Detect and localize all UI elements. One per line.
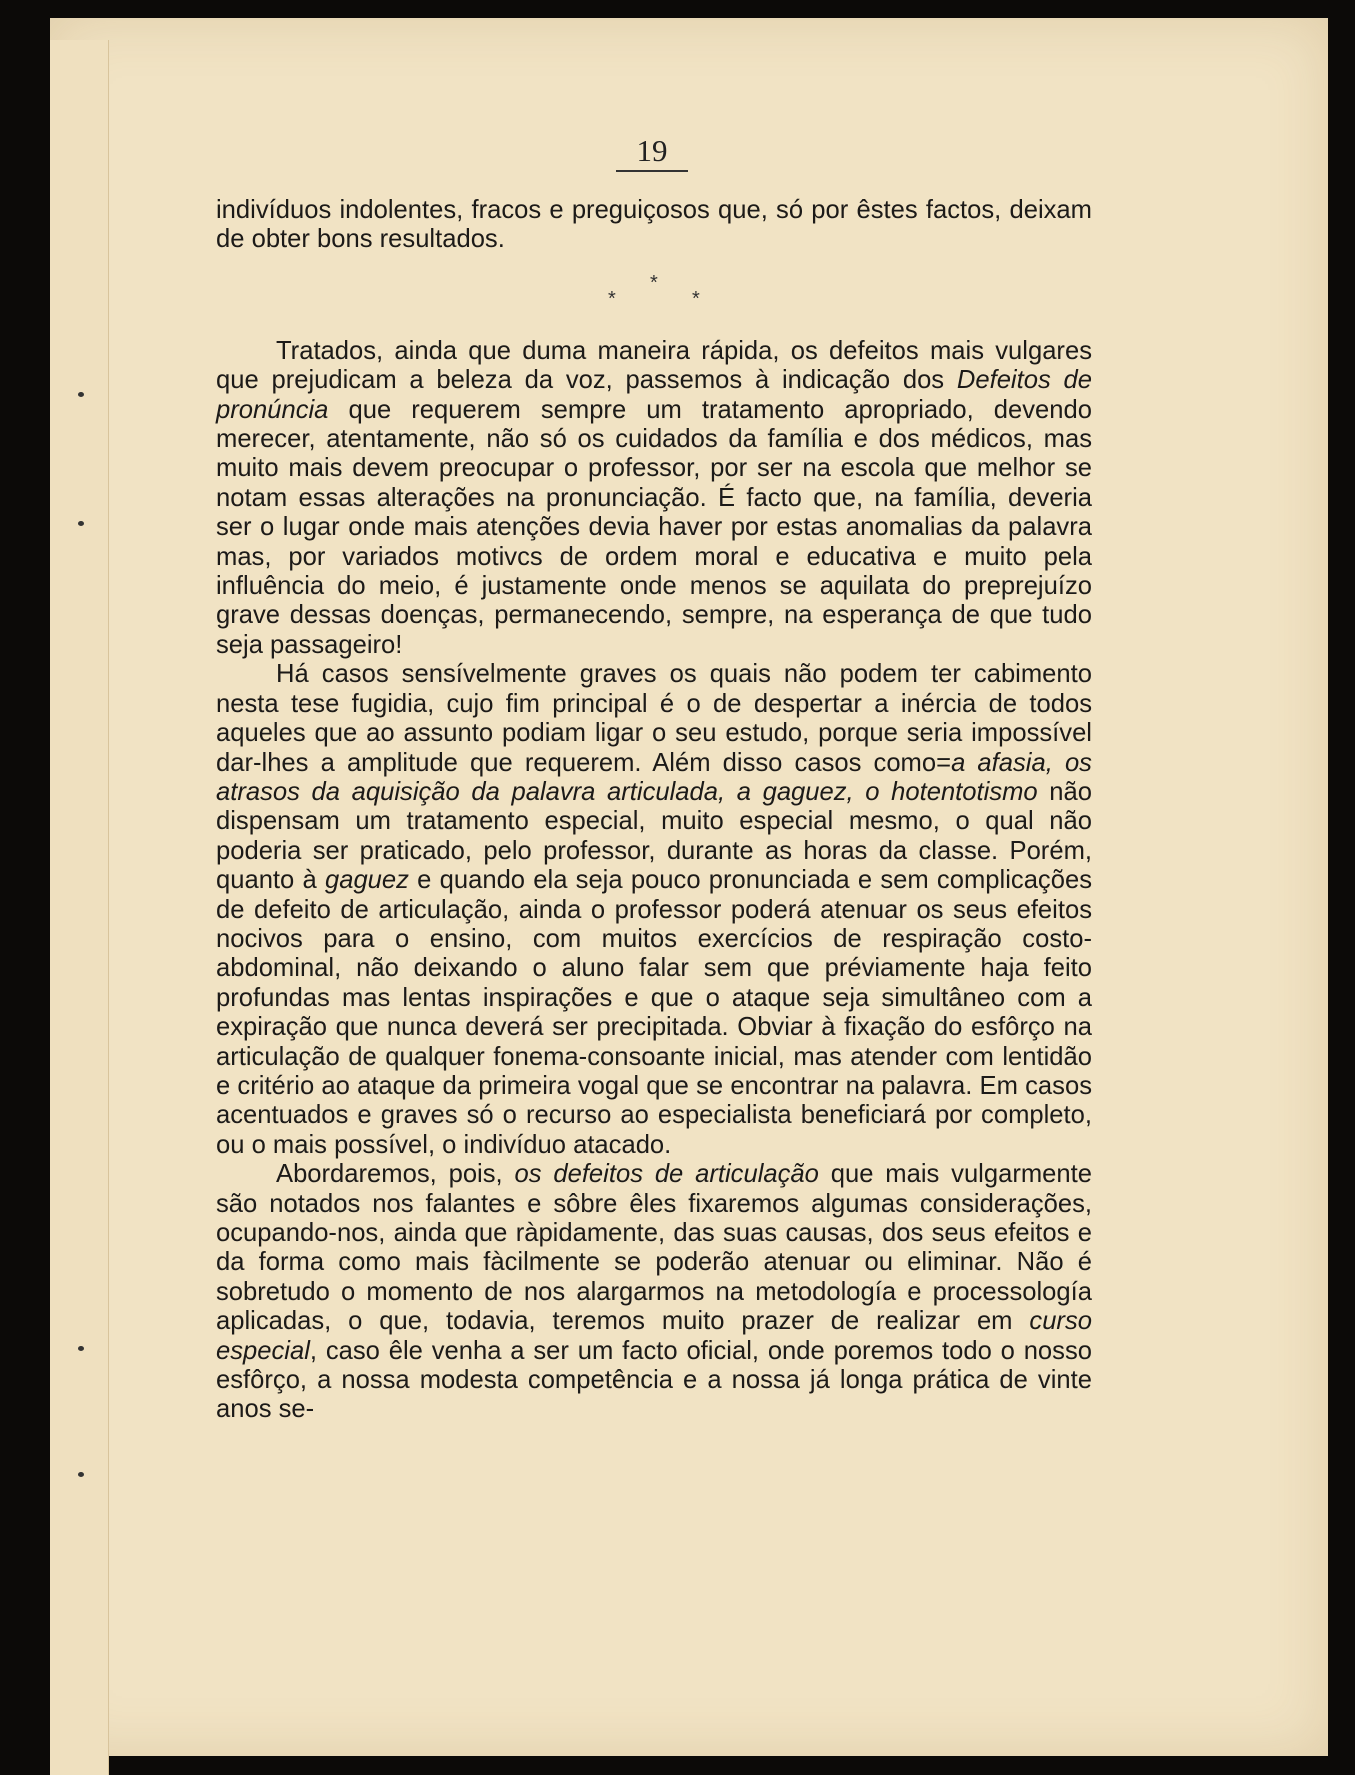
text-run: que requerem sempre um tratamento apropriado, devendo merecer, atentamente, não só os cuidados da família e dos médicos, mas muito mais devem preocupar o professor, por ser na escola que melhor se notam essas alterações na pronunciação. É facto que, na família, deveria ser o lugar onde mais atenções devia haver por estas anomalias da palavra mas, por variados motivcs de ordem moral e educativa e muito pela influência do meio, é justamente onde menos se aquilata do preprejuízo grave dessas doenças, permanecendo, sempre, na esperança de que tudo seja passageiro! [216,395,1092,659]
text-run: e quando ela seja pouco pronunciada e sem complicações de defeito de articulação, ainda o professor poderá atenuar os seus efeitos nocivos para o ensino, com muitos exercícios de respiração costo-abdominal, não deixando o aluno falar sem que préviamente haja feito profundas mas lentas inspirações e que o ataque seja simultâneo com a expiração que nunca deverá ser precipitada. Obviar à fixação do esfôrço na articulação de qualquer fonema-consoante inicial, mas atender com lentidão e critério ao ataque da primeira vogal que se encontrar na palavra. Em casos acentuados e graves só o recurso ao especialista beneficiará por completo, ou o mais possível, o indivíduo atacado. [216,866,1092,1159]
asterisk-icon: * [608,287,616,310]
emphasis: os defeitos de articulação [514,1160,819,1189]
margin-dot [78,392,84,397]
margin-dot [78,521,84,526]
paragraph-casos-graves [216,660,1092,1160]
text-run: que mais vulgarmente são notados nos falantes e sôbre êles fixaremos algumas considerações, ocupando-nos, ainda que ràpidamente, das suas causas, dos seus efeitos e da forma como mais fàcilmente se poderão atenuar ou eliminar. Não é sobretudo o momento de nos alargarmos na metodología e processología aplicadas, o que, todavia, teremos muito prazer de realizar em [216,1160,1092,1336]
margin-dot [78,1472,84,1477]
intro-paragraph: indivíduos indolentes, fracos e preguiçosos que, só por êstes factos, deixam de obter bons resultados. [216,196,1092,254]
page-number: 19 [616,134,688,172]
text-run: não dispensam um tratamento especial, muito especial mesmo, o qual não poderia ser praticado, pelo professor, durante as horas da classe. Porém, quanto à [216,777,1092,895]
asterisk-icon: * [692,287,700,310]
margin-dot [78,1346,84,1351]
emphasis: curso especial [216,1307,1092,1365]
section-separator [216,259,1092,337]
asterisk-icon: * [650,271,658,294]
emphasis: a afasia, os atrasos da aquisição da palavra articulada, a gaguez, o hotentotismo [216,748,1092,806]
body-text [216,196,1092,1425]
text-run: Tratados, ainda que duma maneira rápida, os defeitos mais vulgares que prejudicam a beleza da voz, passemos à indicação dos [216,336,1092,395]
emphasis: Defeitos de pronúncia [216,366,1092,424]
emphasis: gaguez [324,866,409,895]
binding-edge [50,40,109,1775]
text-run: , caso êle venha a ser um facto oficial, onde poremos todo o nosso esfôrço, a nossa modesta competência e a nossa já longa prática de vinte anos se- [216,1336,1092,1424]
text-run: Há casos sensívelmente graves os quais não podem ter cabimento nesta tese fugidia, cujo fim principal é o de despertar a inércia de todos aqueles que ao assunto podiam ligar o seu estudo, porque seria impossível dar-lhes a amplitude que requerem. Além disso casos como= [216,660,1092,777]
text-run: Abordaremos, pois, [276,1160,515,1189]
paragraph-defeitos-articulacao [216,1160,1092,1425]
paragraph-defeitos-pronuncia [216,337,1092,660]
